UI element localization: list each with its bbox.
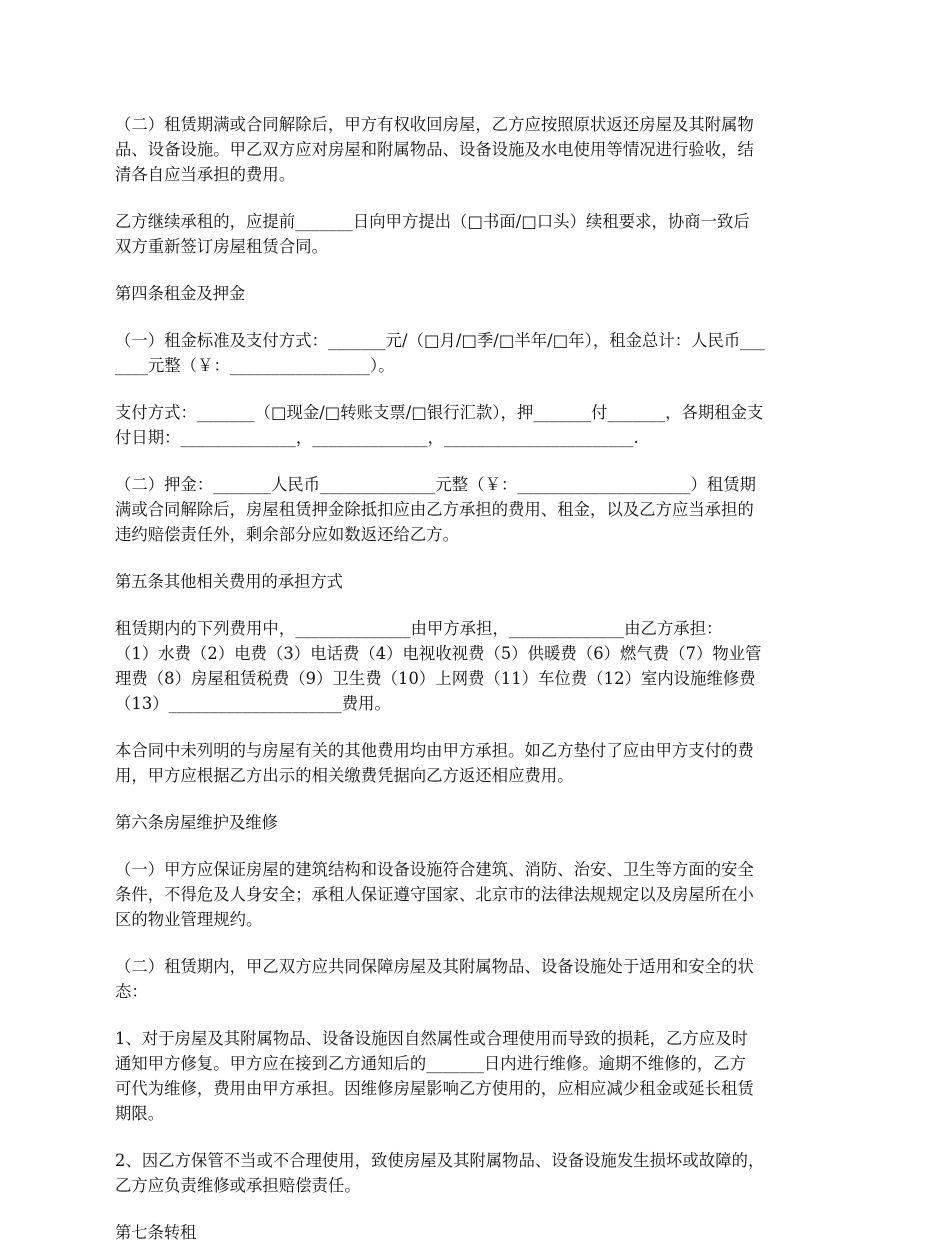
text-line: （一）租金标准及支付方式：_______元/（□月/□季/□半年/□年），租金总计：人民币___ <box>115 331 765 350</box>
text-line: （二）租赁期满或合同解除后，甲方有权收回房屋，乙方应按照原状返还房屋及其附属物 <box>115 115 754 134</box>
heading-text: 第六条房屋维护及维修 <box>115 813 278 832</box>
paragraph-repair-item-2 <box>115 1148 840 1198</box>
text-line: 满或合同解除后，房屋租赁押金除抵扣应由乙方承担的费用、租金，以及乙方应当承担的 <box>115 500 754 519</box>
text-line: 租赁期内的下列费用中，______________由甲方承担，______________由乙方承担： <box>115 619 723 638</box>
text-line: 乙方继续承租的，应提前_______日向甲方提出（□书面/□口头）续租要求，协商一致后 <box>115 212 750 231</box>
section-heading-maintenance <box>115 810 840 835</box>
paragraph-return-of-premises <box>115 112 840 187</box>
text-line: ____元整（￥：_________________）。 <box>115 356 395 375</box>
text-line: 通知甲方修复。甲方应在接到乙方通知后的_______日内进行维修。逾期不维修的，乙方 <box>115 1054 747 1073</box>
heading-text: 第五条其他相关费用的承担方式 <box>115 572 343 591</box>
paragraph-safety-conditions <box>115 857 840 932</box>
heading-text: 第四条租金及押金 <box>115 284 246 303</box>
text-line: 2、因乙方保管不当或不合理使用，致使房屋及其附属物品、设备设施发生损坏或故障的， <box>115 1151 765 1170</box>
text-line: 本合同中未列明的与房屋有关的其他费用均由甲方承担。如乙方垫付了应由甲方支付的费 <box>115 741 754 760</box>
text-line: 可代为维修，费用由甲方承担。因维修房屋影响乙方使用的，应相应减少租金或延长租赁 <box>115 1079 754 1098</box>
paragraph-deposit <box>115 472 840 547</box>
text-line: 双方重新签订房屋租赁合同。 <box>115 237 328 256</box>
text-line: 期限。 <box>115 1104 165 1123</box>
heading-text: 第七条转租 <box>115 1223 197 1242</box>
paragraph-repair-item-1 <box>115 1026 840 1126</box>
text-line: （二）租赁期内，甲乙双方应共同保障房屋及其附属物品、设备设施处于适用和安全的状 <box>115 957 754 976</box>
paragraph-payment-method <box>115 400 840 450</box>
text-line: 条件，不得危及人身安全；承租人保证遵守国家、北京市的法律法规规定以及房屋所在小 <box>115 885 754 904</box>
paragraph-renewal <box>115 209 840 259</box>
text-line: 付日期：______________，______________，_______________________. <box>115 428 639 447</box>
section-heading-other-fees <box>115 569 840 594</box>
text-line: 用，甲方应根据乙方出示的相关缴费凭据向乙方返还相应费用。 <box>115 766 574 785</box>
text-line: 态： <box>115 982 148 1001</box>
paragraph-fee-list <box>115 616 840 716</box>
paragraph-rent-standard <box>115 328 840 378</box>
text-line: 违约赔偿责任外，剩余部分应如数返还给乙方。 <box>115 525 460 544</box>
text-line: （1）水费（2）电费（3）电话费（4）电视收视费（5）供暖费（6）燃气费（7）物业管 <box>115 644 762 663</box>
text-line: 理费（8）房屋租赁税费（9）卫生费（10）上网费（11）车位费（12）室内设施维修费 <box>115 669 756 688</box>
text-line: （二）押金：_______人民币______________元整（￥：_____________________）租赁期 <box>115 475 756 494</box>
paragraph-joint-guarantee <box>115 954 840 1004</box>
section-heading-sublease <box>115 1220 840 1245</box>
paragraph-unlisted-fees <box>115 738 840 788</box>
text-line: 乙方应负责维修或承担赔偿责任。 <box>115 1176 361 1195</box>
text-line: 支付方式：_______（□现金/□转账支票/□银行汇款），押_______付_______，各期租金支 <box>115 403 764 422</box>
text-line: （13）_____________________费用。 <box>115 694 391 713</box>
text-line: 清各自应当承担的费用。 <box>115 165 296 184</box>
text-line: 1、对于房屋及其附属物品、设备设施因自然属性或合理使用而导致的损耗，乙方应及时 <box>115 1029 748 1048</box>
text-line: 品、设备设施。甲乙双方应对房屋和附属物品、设备设施及水电使用等情况进行验收，结 <box>115 140 754 159</box>
section-heading-rent-deposit <box>115 281 840 306</box>
text-line: （一）甲方应保证房屋的建筑结构和设备设施符合建筑、消防、治安、卫生等方面的安全 <box>115 860 754 879</box>
text-line: 区的物业管理规约。 <box>115 910 263 929</box>
